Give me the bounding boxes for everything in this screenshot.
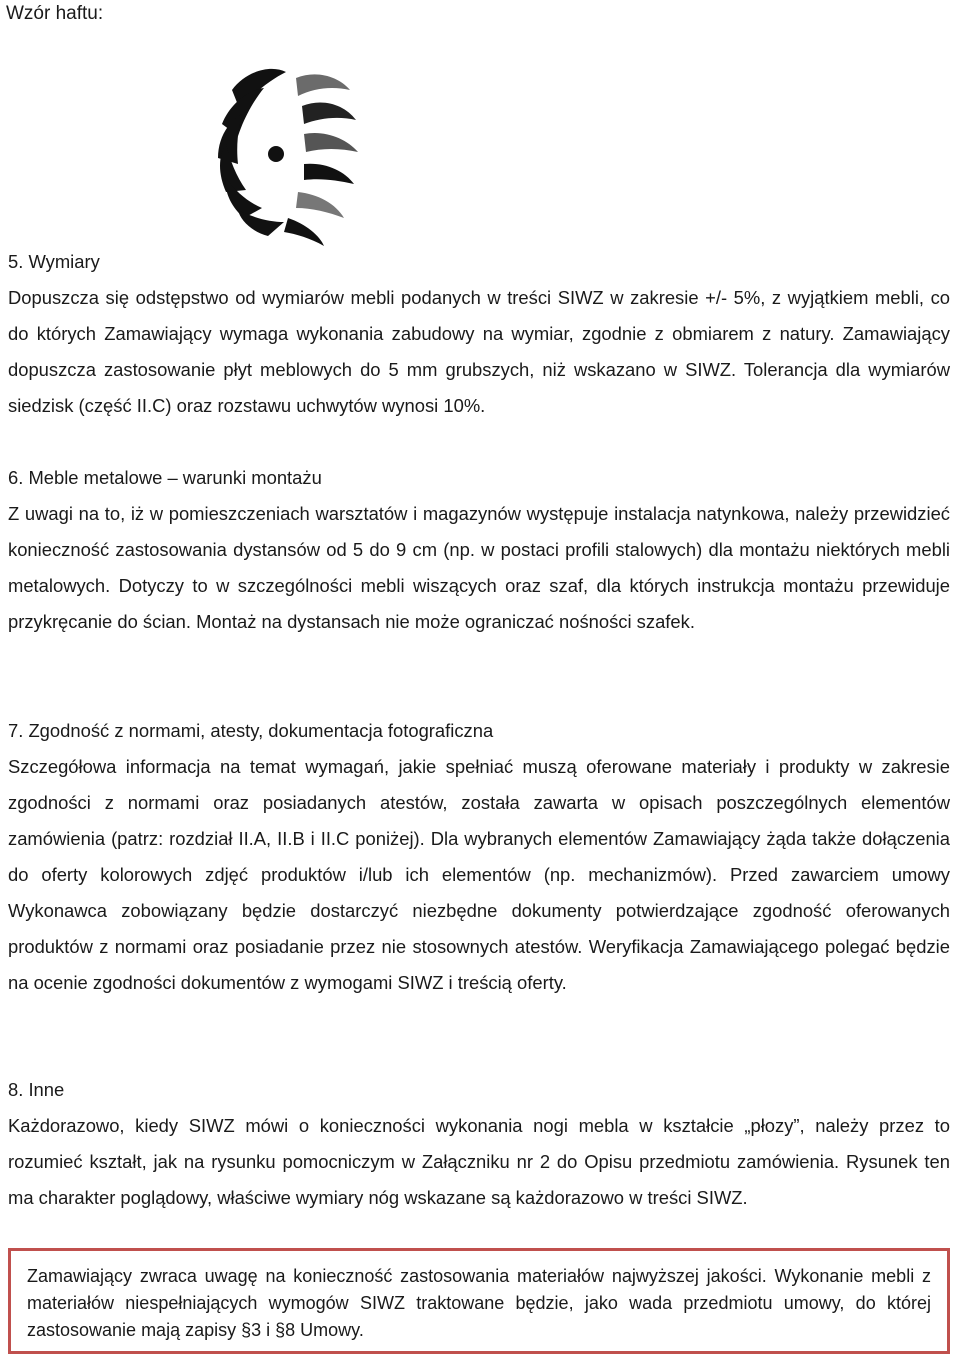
section-other (8, 1072, 950, 1216)
embroidery-logo (200, 42, 370, 247)
section-standards (8, 713, 950, 1001)
section-body: Dopuszcza się odstępstwo od wymiarów mebli podanych w treści SIWZ w zakresie +/- 5%, z wyjątkiem mebli, co do których Zamawiający wymaga wykonania zabudowy na wymiar, zgodnie z obmiarem z natury. Zamawiający dopuszcza zastosowanie płyt meblowych do 5 mm grubszych, niż wskazano w SIWZ. Tolerancja dla wymiarów siedzisk (część II.C) oraz rozstawu uchwytów wynosi 10%. (8, 287, 950, 416)
section-heading: 6. Meble metalowe – warunki montażu (8, 467, 322, 488)
section-metal-furniture (8, 460, 950, 640)
section-heading: 8. Inne (8, 1079, 65, 1100)
section-heading: 5. Wymiary (8, 251, 100, 272)
section-heading: 7. Zgodność z normami, atesty, dokumentacja fotograficzna (8, 720, 494, 741)
section-body: Szczegółowa informacja na temat wymagań, jakie spełniać muszą oferowane materiały i produkty w zakresie zgodności z normami oraz posiadanych atestów, została zawarta w opisach poszczególnych elementów zamówienia (patrz: rozdział II.A, II.B i II.C poniżej). Dla wybranych elementów Zamawiający żąda także dołączenia do oferty kolorowych zdjęć produktów i/lub ich elementów (np. mechanizmów). Przed zawarciem umowy Wykonawca zobowiązany będzie dostarczyć niezbędne dokumenty potwierdzające zgodność oferowanych produktów z normami oraz posiadanie przez nie stosownych atestów. Weryfikacja Zamawiającego polegać będzie na ocenie zgodności dokumentów z wymogami SIWZ i treścią oferty. (8, 756, 950, 993)
section-body: Każdorazowo, kiedy SIWZ mówi o konieczności wykonania nogi mebla w kształcie „płozy”, należy przez to rozumieć kształt, jak na rysunku pomocniczym w Załączniku nr 2 do Opisu przedmiotu zamówienia. Rysunek ten ma charakter poglądowy, właściwe wymiary nóg wskazane są każdorazowo w treści SIWZ. (8, 1115, 950, 1208)
quality-notice-box: Zamawiający zwraca uwagę na konieczność zastosowania materiałów najwyższej jakości. Wykonanie mebli z materiałów niespełniających wymogów SIWZ traktowane będzie, jako wada przedmiotu umowy, do której zastosowanie mają zapisy §3 i §8 Umowy. (8, 1248, 950, 1354)
embroidery-pattern-label: Wzór haftu: (6, 3, 104, 24)
section-body: Z uwagi na to, iż w pomieszczeniach warsztatów i magazynów występuje instalacja natynkowa, należy przewidzieć konieczność zastosowania dystansów od 5 do 9 cm (np. w postaci profili stalowych) dla montażu niektórych mebli metalowych. Dotyczy to w szczególności mebli wiszących oraz szaf, dla których instrukcja montażu przewiduje przykręcanie do ścian. Montaż na dystansach nie może ograniczać nośności szafek. (8, 503, 950, 632)
section-dimensions (8, 244, 950, 424)
